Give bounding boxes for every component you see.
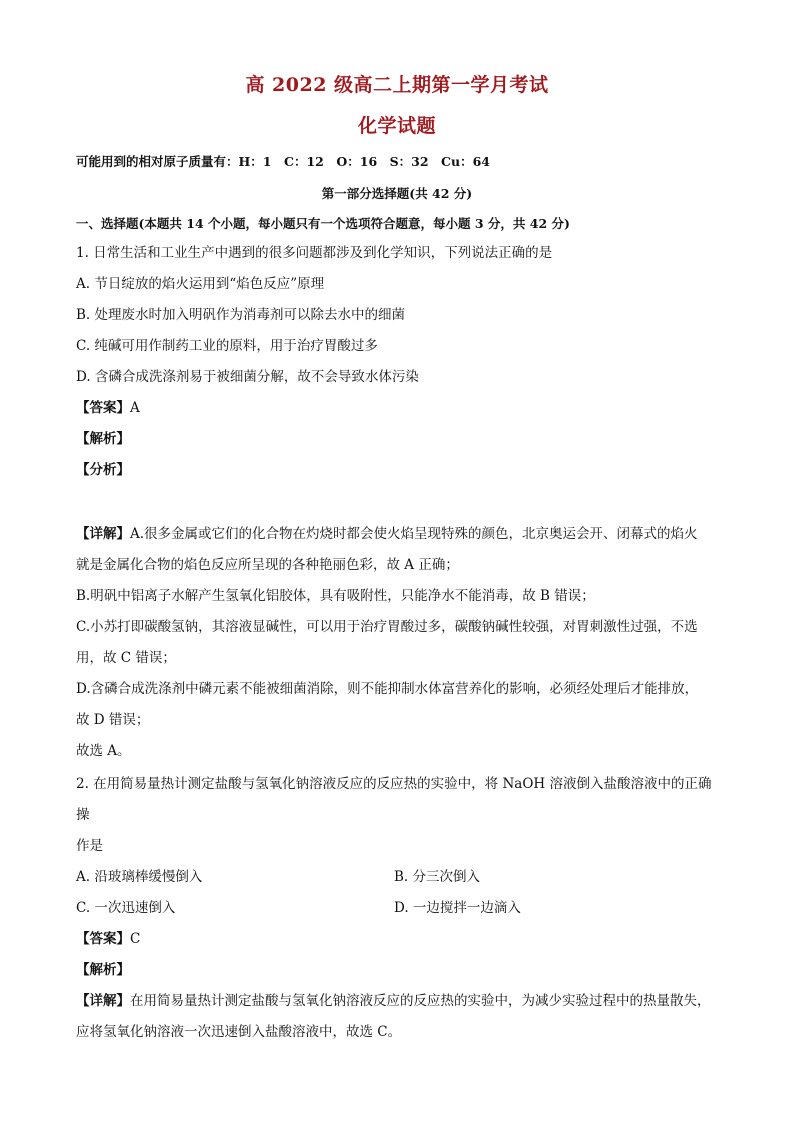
- question-2-answer: [76, 924, 721, 955]
- question-2-options-row1: [76, 862, 721, 893]
- analysis-label: 【解析】: [76, 431, 130, 447]
- question-2-stem-line2: 作是: [76, 838, 103, 854]
- question-2: [76, 769, 721, 1048]
- question-2-detail-line2: 应将氢氧化钠溶液一次迅速倒入盐酸溶液中，故选 C。: [76, 1024, 402, 1040]
- answer-value: C: [130, 931, 141, 947]
- part-title: 第一部分选择题(共 42 分): [321, 186, 473, 201]
- detail-line: 故 D 错误；: [76, 712, 150, 728]
- question-2-stem-line1: 2. 在用简易量热计测定盐酸与氢氧化钠溶液反应的反应热的实验中，将 NaOH 溶液倒入盐酸溶液中的正确操: [76, 776, 712, 823]
- question-1-option-c: C. 纯碱可用作制药工业的原料，用于治疗胃酸过多: [76, 338, 378, 354]
- fenxi-label: 【分析】: [76, 462, 130, 478]
- question-1: [76, 238, 721, 486]
- exam-title: 高 2022 级高二上期第一学月考试: [245, 74, 549, 96]
- subject-title: 化学试题: [357, 115, 436, 137]
- question-1-option-b: B. 处理废水时加入明矾作为消毒剂可以除去水中的细菌: [76, 307, 406, 323]
- atomic-masses: 可能用到的相对原子质量有：H：1 C：12 O：16 S：32 Cu：64: [76, 154, 490, 169]
- answer-value: A: [130, 400, 140, 416]
- question-1-stem: 1. 日常生活和工业生产中遇到的很多问题都涉及到化学知识，下列说法正确的是: [76, 245, 553, 261]
- question-2-option-c: C. 一次迅速倒入: [76, 900, 176, 916]
- detail-line: 就是金属化合物的焰色反应所呈现的各种艳丽色彩，故 A 正确；: [76, 557, 459, 573]
- detail-line: C.小苏打即碳酸氢钠，其溶液显碱性，可以用于治疗胃酸过多，碳酸钠碱性较强，对胃刺激性过强，不选: [76, 619, 698, 635]
- question-2-option-a: A. 沿玻璃棒缓慢倒入: [76, 869, 203, 885]
- question-1-option-a: A. 节日绽放的焰火运用到“焰色反应”原理: [76, 276, 325, 292]
- question-1-option-d: D. 含磷合成洗涤剂易于被细菌分解，故不会导致水体污染: [76, 369, 419, 385]
- question-1-detail: [76, 519, 721, 767]
- detail-label: 【详解】: [76, 993, 130, 1009]
- question-2-option-b: B. 分三次倒入: [394, 869, 481, 885]
- detail-line: B.明矾中铝离子水解产生氢氧化铝胶体，具有吸附性，只能净水不能消毒，故 B 错误；: [76, 588, 595, 604]
- question-2-options-row2: [76, 893, 721, 924]
- detail-label: 【详解】: [76, 526, 130, 542]
- detail-line: D.含磷合成洗涤剂中磷元素不能被细菌消除，则不能抑制水体富营养化的影响，必须经处理后才能排放，: [76, 681, 699, 697]
- section-title: 一、选择题(本题共 14 个小题，每小题只有一个选项符合题意，每小题 3 分，共 42 分): [76, 216, 570, 231]
- question-2-detail-line1: 【详解】在用简易量热计测定盐酸与氢氧化钠溶液反应的反应热的实验中，为减少实验过程中的热量散失，: [76, 993, 711, 1009]
- answer-label: 【答案】: [76, 931, 130, 947]
- detail-line: 【详解】A.很多金属或它们的化合物在灼烧时都会使火焰呈现特殊的颜色，北京奥运会开、闭幕式的焰火: [76, 526, 698, 542]
- answer-label: 【答案】: [76, 400, 130, 416]
- detail-line: 用，故 C 错误；: [76, 650, 176, 666]
- detail-line: 故选 A。: [76, 743, 131, 759]
- question-2-option-d: D. 一边搅拌一边滴入: [394, 900, 521, 916]
- question-1-answer: [76, 393, 721, 424]
- analysis-label: 【解析】: [76, 962, 130, 978]
